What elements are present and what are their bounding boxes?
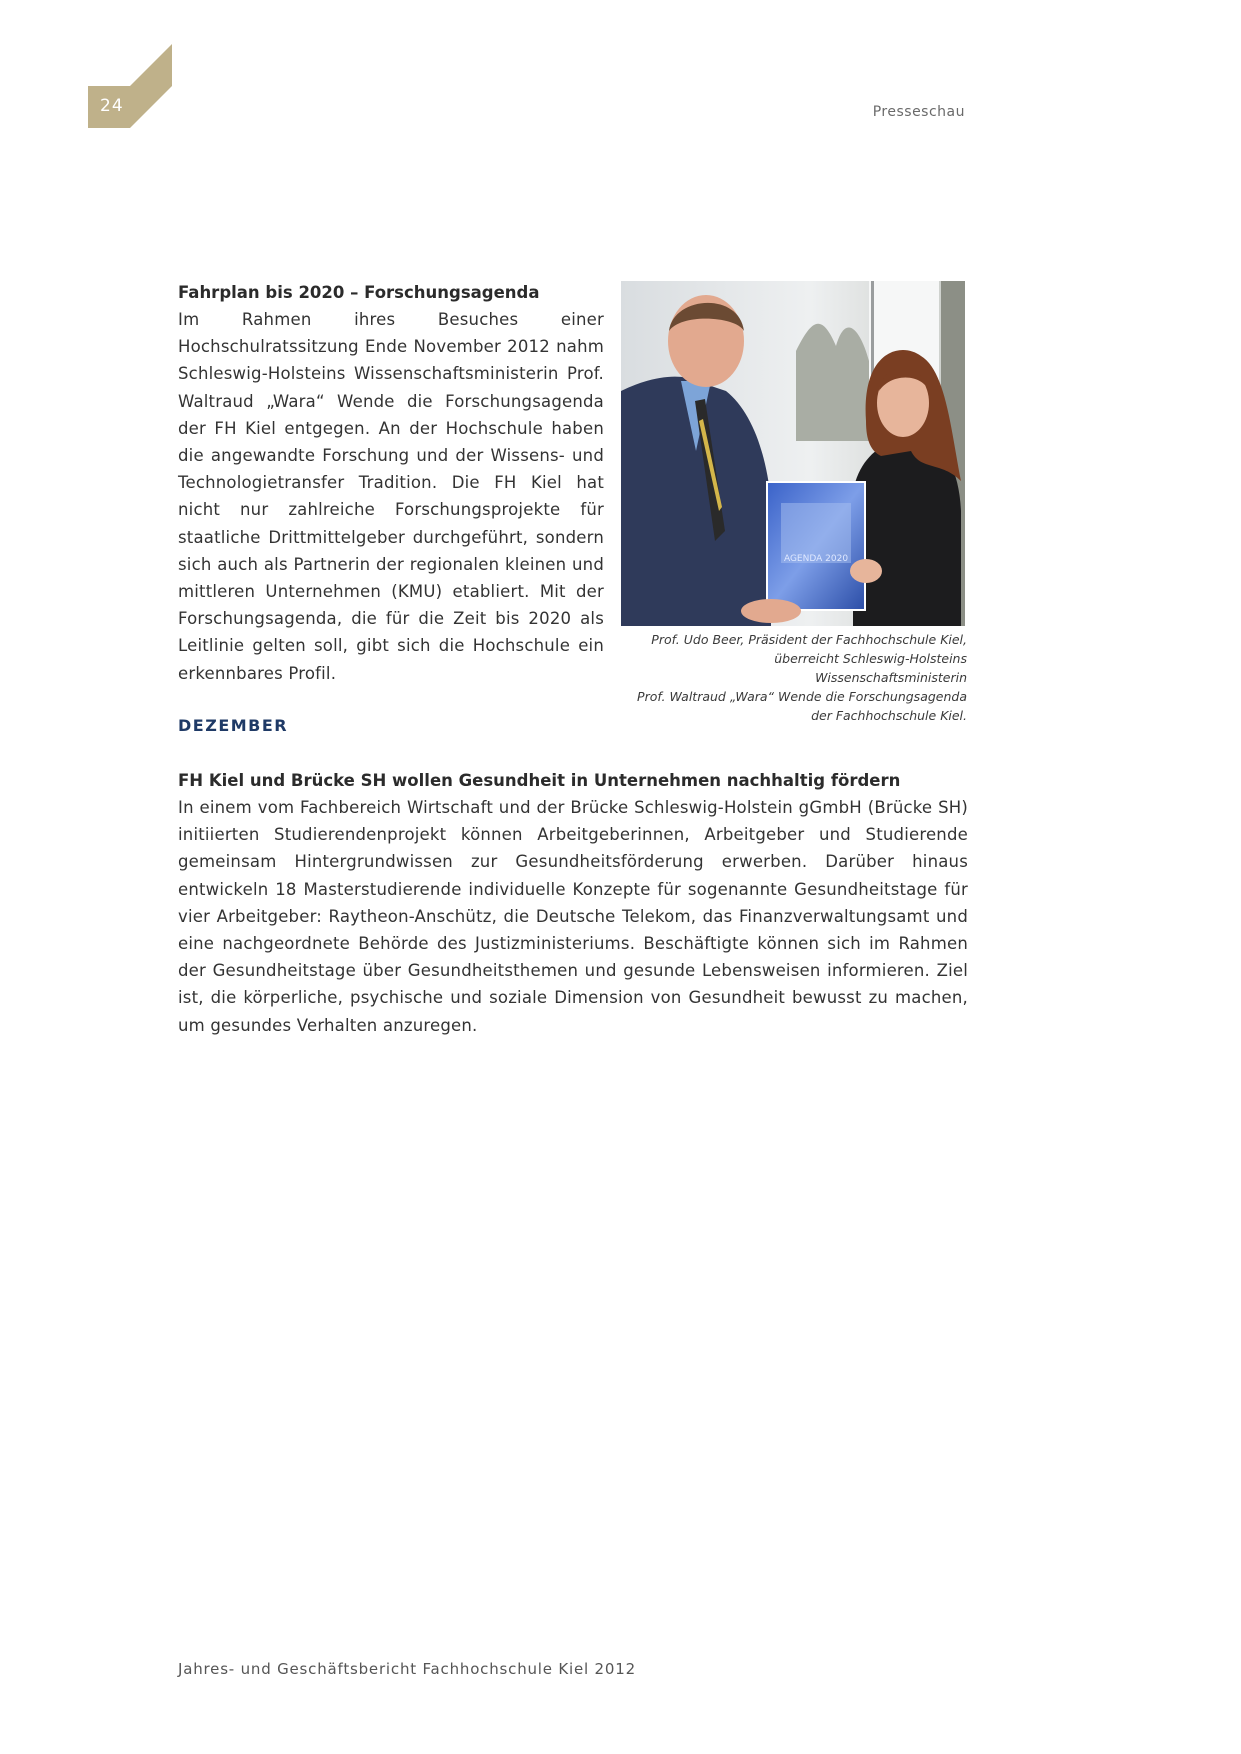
- section-label: Presseschau: [872, 104, 965, 120]
- photo-handover: [621, 281, 965, 626]
- page-footer: Jahres- und Geschäftsbericht Fachhochschule Kiel 2012: [178, 1660, 636, 1678]
- article-body: In einem vom Fachbereich Wirtschaft und der Brücke Schleswig-Holstein gGmbH (Brücke SH) initiierten Studierendenprojekt können Arbeitgeberinnen, Arbeitgeber und Studierende gemeinsam Hintergrundwissen zur Gesundheitsförderung erwerben. Darüber hinaus entwickeln 18 Masterstudierende individuelle Konzepte für sogenannte Gesundheitstage für vier Arbeitgeber: Raytheon-Anschütz, die Deutsche Telekom, das Finanzverwaltungsamt und eine nachgeordnete Behörde des Justizministeriums. Beschäftigte können sich im Rahmen der Gesundheitstage über Gesundheitsthemen und gesunde Lebensweisen informieren. Ziel ist, die körperliche, psychische und soziale Dimension von Gesundheit bewusst zu machen, um gesundes Verhalten anzuregen.: [178, 798, 968, 1035]
- article-body: Im Rahmen ihres Besuches einer Hochschulratssitzung Ende November 2012 nahm Schleswig-Holsteins Wissenschaftsministerin Prof. Waltraud „Wara“ Wende die Forschungsagenda der FH Kiel entgegen. An der Hochschule haben die angewandte Forschung und der Wissens- und Technologietransfer Tradition. Die FH Kiel hat nicht nur zahlreiche Forschungsprojekte für staatliche Drittmittelgeber durchgeführt, sondern sich auch als Partnerin der regionalen kleinen und mittleren Unternehmen (KMU) etabliert. Mit der Forschungsagenda, die für die Zeit bis 2020 als Leitlinie gelten soll, gibt sich die Hochschule ein erkennbares Profil.: [178, 310, 604, 683]
- caption-line: überreicht Schleswig-Holsteins Wissenschaftsministerin: [774, 651, 967, 685]
- month-heading: DEZEMBER: [178, 716, 289, 735]
- caption-line: der Fachhochschule Kiel.: [811, 708, 967, 723]
- booklet-title: AGENDA 2020: [783, 554, 849, 564]
- article-forschungsagenda: [178, 280, 604, 687]
- article-heading: Fahrplan bis 2020 – Forschungsagenda: [178, 283, 540, 302]
- article-gesundheit: [178, 768, 968, 1039]
- caption-line: Prof. Waltraud „Wara“ Wende die Forschungsagenda: [637, 689, 967, 704]
- page-number: 24: [100, 96, 124, 116]
- photo-caption: [621, 630, 967, 725]
- caption-line: Prof. Udo Beer, Präsident der Fachhochschule Kiel,: [651, 632, 967, 647]
- article-heading: FH Kiel und Brücke SH wollen Gesundheit in Unternehmen nachhaltig fördern: [178, 771, 901, 790]
